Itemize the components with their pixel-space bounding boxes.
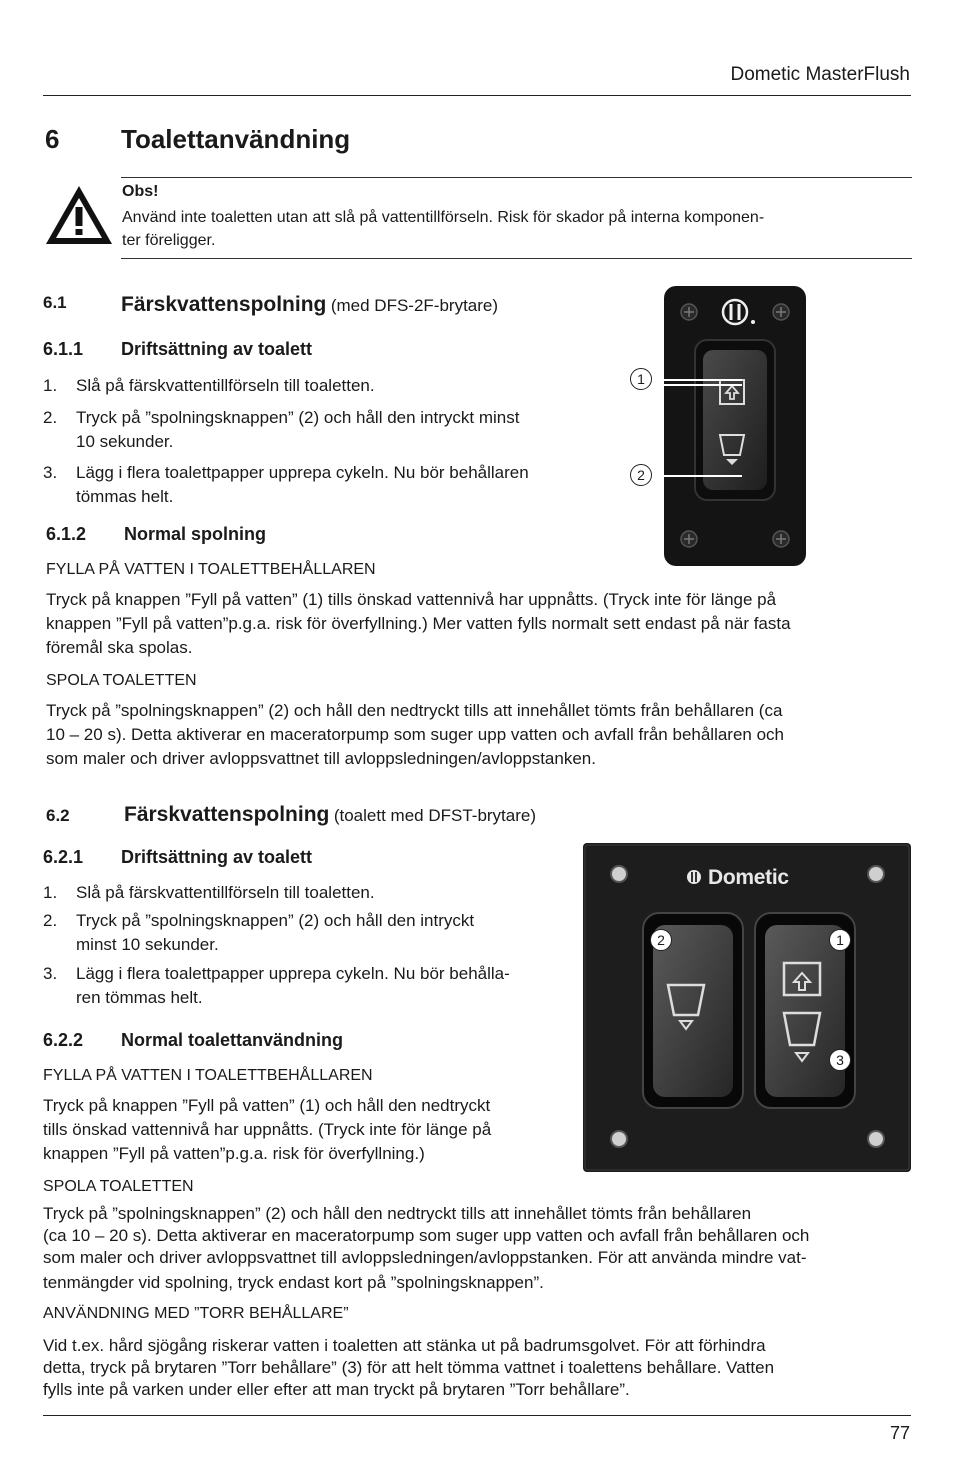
list-item-number: 3. — [43, 964, 58, 983]
callout-leader — [652, 475, 742, 477]
header-rule — [43, 95, 911, 96]
chapter-number: 6 — [45, 124, 60, 154]
section-6-1-2-number: 6.1.2 — [46, 524, 87, 544]
list-item: Tryck på ”spolningsknappen” (2) och håll den intryckt minst 10 sekunder. — [76, 911, 475, 954]
subheading-dry-container: ANVÄNDNING MED ”TORR BEHÅLLARE” — [43, 1305, 349, 1322]
list-item: Slå på färskvattentillförseln till toaletten. — [76, 883, 375, 902]
warning-text: Använd inte toaletten utan att slå på vattentillförseln. Risk för skador på interna komponen- ter föreligger. — [122, 209, 765, 249]
callout-leader — [652, 379, 742, 381]
section-6-1-heading: 6.1 — [43, 293, 67, 312]
page-number: 77 — [889, 1423, 910, 1443]
list-item: Tryck på ”spolningsknappen” (2) och håll den intryckt minst 10 sekunder. — [76, 408, 520, 451]
footer-rule — [43, 1415, 911, 1416]
list-item: Lägg i flera toalettpapper upprepa cykeln. Nu bör behålla- ren tömmas helt. — [76, 964, 510, 1007]
header-brand: Dometic MasterFlush — [730, 64, 910, 85]
figure-dfst-switch — [583, 843, 911, 1172]
section-6-1-1-number: 6.1.1 — [43, 339, 84, 359]
paragraph-flush: Tryck på ”spolningsknappen” (2) och håll den nedtryckt tills att innehållet tömts från behållaren (ca 10 – 20 s). Detta aktiverar en maceratorpump som suger upp vatten och avfall från behållaren och som maler och driver avloppsvattnet till avloppsledningen/avloppstanken. — [46, 701, 785, 768]
subheading-flush: SPOLA TOALETTEN — [46, 672, 197, 689]
subheading-fill: FYLLA PÅ VATTEN I TOALETTBEHÅLLAREN — [43, 1067, 373, 1084]
callout-1: 1 — [630, 368, 652, 390]
section-6-2-2-number: 6.2.2 — [43, 1030, 84, 1050]
callout-3: 3 — [829, 1049, 851, 1071]
list-item-number: 3. — [43, 463, 58, 482]
section-6-1-1-title: Driftsättning av toalett — [121, 339, 313, 359]
subheading-flush: SPOLA TOALETTEN — [43, 1178, 194, 1195]
callout-2: 2 — [630, 464, 652, 486]
callout-2: 2 — [650, 929, 672, 951]
callout-line — [650, 384, 742, 386]
list-item: Lägg i flera toalettpapper upprepa cykeln. Nu bör behållaren tömmas helt. — [76, 463, 529, 506]
warning-title: Obs! — [122, 183, 159, 200]
list-item-number: 1. — [43, 376, 58, 395]
section-6-2-1-number: 6.2.1 — [43, 847, 84, 867]
list-item-number: 1. — [43, 883, 58, 902]
paragraph-fill: Tryck på knappen ”Fyll på vatten” (1) tills önskad vattennivå har uppnåtts. (Tryck inte för länge på knappen ”Fyll på vatten”p.g.a. risk för överfyllning.) Mer vatten fylls normalt sett endast på när fasta föremål ska spolas. — [46, 590, 791, 657]
list-item-number: 2. — [43, 408, 58, 427]
list-item-number: 2. — [43, 911, 58, 930]
paragraph-dry-container: Vid t.ex. hård sjögång riskerar vatten i toaletten att stänka ut på badrumsgolvet. För att förhindra detta, tryck på brytaren ”Torr behållare” (3) för att helt tömma vattnet i toalettens behållare. Vatten fylls inte på varken under eller efter att man tryckt på brytaren ”Torr behållare”. — [43, 1336, 775, 1399]
section-6-2-heading: 6.2 — [46, 806, 70, 825]
callout-1: 1 — [829, 929, 851, 951]
paragraph-flush: Tryck på ”spolningsknappen” (2) och håll den nedtryckt tills att innehållet tömts från behållaren (ca 10 – 20 s). Detta aktiverar en maceratorpump som suger upp vatten och avfall från behållaren och som maler och driver avloppsvattnet till avloppsledningen/avloppstanken. För att använda mindre vat- tenmängder vid spolning, tryck endast kort på ”spolningsknappen”. — [43, 1204, 810, 1292]
switch-panel-image — [583, 843, 911, 1172]
section-6-2-title: Färskvattenspolning (toalett med DFST-brytare) — [124, 803, 537, 826]
switch-panel-image — [628, 285, 808, 567]
section-6-2-1-title: Driftsättning av toalett — [121, 847, 313, 867]
subheading-fill: FYLLA PÅ VATTEN I TOALETTBEHÅLLAREN — [46, 561, 376, 578]
list-item: Slå på färskvattentillförseln till toaletten. — [76, 376, 375, 395]
chapter-title: Toalettanvändning — [121, 124, 351, 154]
warning-icon — [43, 183, 115, 247]
section-6-2-2-title: Normal toalettanvändning — [121, 1030, 344, 1050]
section-6-1-2-title: Normal spolning — [124, 524, 267, 544]
paragraph-fill: Tryck på knappen ”Fyll på vatten” (1) och håll den nedtryckt tills önskad vattennivå har uppnåtts. (Tryck inte för länge på knappen ”Fyll på vatten”p.g.a. risk för överfyllning.) — [43, 1096, 492, 1163]
section-6-1-title: Färskvattenspolning (med DFS-2F-brytare) — [121, 293, 499, 316]
dometic-logo-text: Dometic — [708, 866, 789, 889]
figure-dfs-2f-switch — [628, 285, 808, 567]
